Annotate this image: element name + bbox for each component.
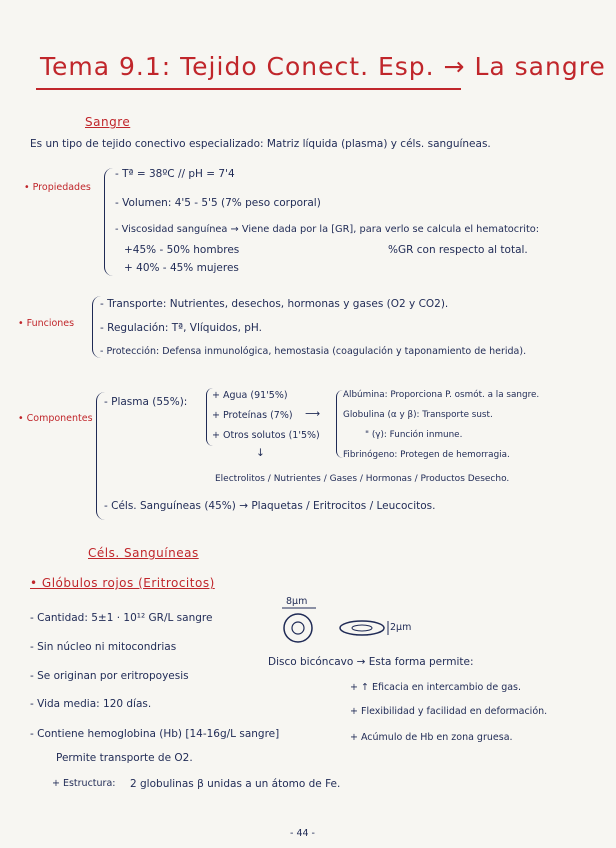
diagram-width-label: 8μm <box>286 596 308 607</box>
title-underline <box>36 88 461 90</box>
cels-heading: Céls. Sanguíneas <box>88 546 199 560</box>
propiedades-item: - Volumen: 4'5 - 5'5 (7% peso corporal) <box>115 197 321 209</box>
plasma-item: + Proteínas (7%) <box>212 410 293 421</box>
estructura-text: 2 globulinas β unidas a un átomo de Fe. <box>130 778 341 790</box>
estructura-label: + Estructura: <box>52 778 116 789</box>
protein-item: Globulina (α y β): Transporte sust. <box>343 410 493 420</box>
funciones-item: - Transporte: Nutrientes, desechos, hormonas y gases (O2 y CO2). <box>100 298 449 310</box>
hematocrito-mujeres: + 40% - 45% mujeres <box>124 262 239 274</box>
hematocrito-hombres: +45% - 50% hombres <box>124 244 240 256</box>
protein-item: Albúmina: Proporciona P. osmót. a la sangre. <box>343 390 540 400</box>
plasma-label: - Plasma (55%): <box>104 396 188 408</box>
red-blood-cell-diagram-icon <box>276 606 396 646</box>
disco-item: + Acúmulo de Hb en zona gruesa. <box>350 732 513 743</box>
plasma-item: + Agua (91'5%) <box>212 390 288 401</box>
page-title: Tema 9.1: Tejido Conect. Esp. → La sangre <box>40 52 606 81</box>
sangre-definition: Es un tipo de tejido conectivo especializado: Matriz líquida (plasma) y céls. sanguíneas. <box>30 138 491 150</box>
propiedades-label: • Propiedades <box>24 182 91 193</box>
propiedades-brace <box>104 168 113 276</box>
hematocrito-respecto: %GR con respecto al total. <box>388 244 528 256</box>
protein-item: Fibrinógeno: Protegen de hemorragia. <box>343 450 510 460</box>
diagram-height-label: 2μm <box>390 622 412 633</box>
disco-item: + Flexibilidad y facilidad en deformación. <box>350 706 548 717</box>
arrow-right-icon: ⟶ <box>305 408 321 420</box>
sangre-heading: Sangre <box>85 115 131 129</box>
funciones-item: - Protección: Defensa inmunológica, hemostasia (coagulación y taponamiento de herida). <box>100 346 527 357</box>
arrow-down-icon: ↓ <box>256 447 265 459</box>
componentes-label: • Componentes <box>18 413 93 424</box>
plasma-item: + Otros solutos (1'5%) <box>212 430 320 441</box>
funciones-label: • Funciones <box>18 318 75 329</box>
gr-item: - Cantidad: 5±1 · 10¹² GR/L sangre <box>30 612 213 624</box>
disco-item: + ↑ Eficacia en intercambio de gas. <box>350 682 522 693</box>
funciones-item: - Regulación: Tª, Vlíquidos, pH. <box>100 322 262 334</box>
solutos-list: Electrolitos / Nutrientes / Gases / Hormonas / Productos Desecho. <box>215 474 510 484</box>
gr-item: - Sin núcleo ni mitocondrias <box>30 641 177 653</box>
page-number: - 44 - <box>290 828 315 839</box>
disco-bicóncavo: Disco bicóncavo → Esta forma permite: <box>268 656 474 668</box>
propiedades-item: - Tª = 38ºC // pH = 7'4 <box>115 168 235 180</box>
gr-item: - Se originan por eritropoyesis <box>30 670 189 682</box>
globulos-rojos-heading: • Glóbulos rojos (Eritrocitos) <box>30 576 215 590</box>
gr-item: - Contiene hemoglobina (Hb) [14-16g/L sangre] <box>30 728 280 740</box>
celulas-item: - Céls. Sanguíneas (45%) → Plaquetas / Eritrocitos / Leucocitos. <box>104 500 436 512</box>
propiedades-item: - Viscosidad sanguínea → Viene dada por la [GR], para verlo se calcula el hematocrito: <box>115 224 540 235</box>
transporte-o2: Permite transporte de O2. <box>56 752 193 764</box>
protein-item: " (γ): Función inmune. <box>365 430 463 440</box>
proteins-brace <box>336 390 343 458</box>
gr-item: - Vida media: 120 días. <box>30 698 152 710</box>
